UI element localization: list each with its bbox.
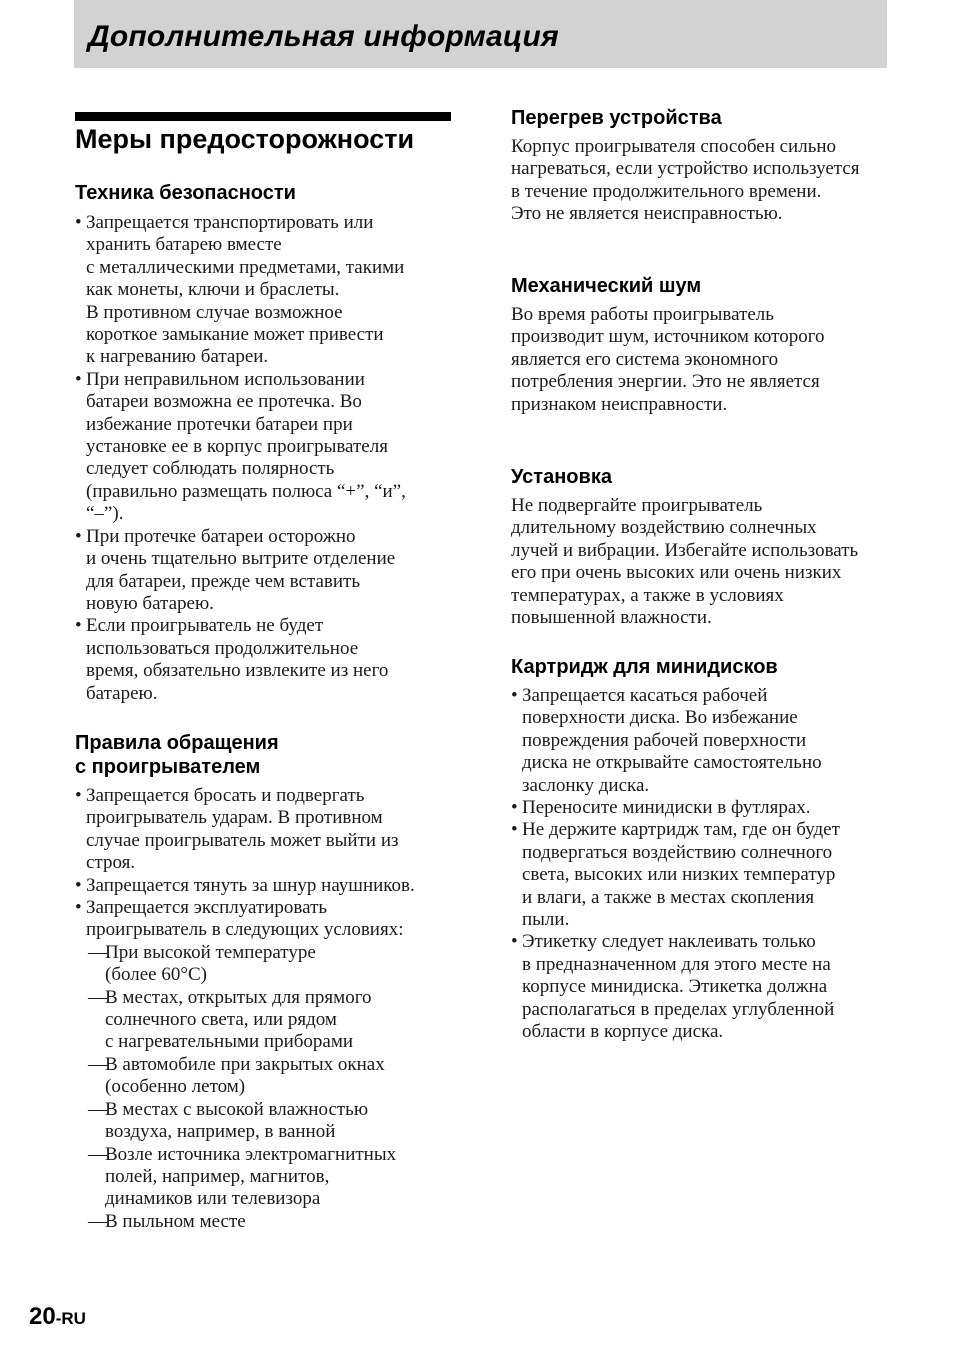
cartridge-list (511, 685, 840, 1044)
page-number (29, 1303, 86, 1331)
text-line: и очень тщательно вытрите отделение (86, 548, 396, 570)
text-line: длительному воздействию солнечных (511, 517, 817, 539)
text-line: — При высокой температуре (105, 941, 316, 963)
list-item (511, 819, 840, 931)
text-line: (более 60°C) (105, 964, 207, 986)
page-number-value: 20 (29, 1303, 56, 1330)
text-line: в течение продолжительного времени. (511, 180, 822, 202)
text-line: и влаги, а также в местах скопления (522, 886, 815, 908)
text-line: в предназначенном для этого месте на (522, 953, 831, 975)
text-line: (особенно летом) (105, 1076, 246, 1098)
text-line: • Этикетку следует наклеивать только (522, 931, 816, 953)
text-line: • Не держите картридж там, где он будет (522, 819, 840, 841)
cartridge-heading: Картридж для минидисков (511, 656, 778, 678)
text-line: пыли. (522, 909, 570, 931)
text-line: случае проигрыватель может выйти из (86, 829, 399, 851)
page-number-suffix: -RU (55, 1309, 86, 1328)
text-line: его при очень высоких или очень низких (511, 562, 842, 584)
section-title: Меры предосторожности (75, 124, 415, 154)
text-line: признаком неисправности. (511, 393, 728, 415)
text-line: нагреваться, если устройство используется (511, 158, 860, 180)
list-item (86, 1099, 415, 1144)
text-line: использоваться продолжительное (86, 637, 359, 659)
text-line: лучей и вибрации. Избегайте использовать (511, 539, 859, 561)
text-line: новую батарею. (86, 592, 214, 614)
install-heading: Установка (511, 466, 612, 488)
overheat-text (511, 136, 860, 226)
text-line: повреждения рабочей поверхности (522, 729, 807, 751)
handling-heading (75, 731, 279, 779)
list-item (75, 369, 406, 526)
text-line: • Переносите минидиски в футлярах. (522, 797, 811, 819)
text-line: следует соблюдать полярность (86, 458, 335, 480)
list-item (511, 797, 840, 819)
text-line: строя. (86, 852, 136, 874)
text-line: подвергаться воздействию солнечного (522, 841, 833, 863)
text-line: — В местах с высокой влажностью (105, 1098, 369, 1120)
text-line: • Если проигрыватель не будет (86, 615, 324, 637)
list-item (86, 942, 415, 987)
text-line: • При неправильном использовании (86, 368, 365, 390)
text-line: области в корпусе диска. (522, 1021, 724, 1043)
text-line: для батареи, прежде чем вставить (86, 570, 361, 592)
safety-list-block (75, 212, 406, 705)
handling-list-block (75, 785, 415, 1233)
noise-heading: Механический шум (511, 275, 702, 297)
text-line: батареи возможна ее протечка. Во (86, 391, 362, 413)
text-line: Это не является неисправностью. (511, 203, 783, 225)
header-title: Дополнительная информация (88, 20, 559, 53)
text-line: проигрыватель ударам. В противном (86, 807, 383, 829)
list-item (75, 897, 415, 942)
text-line: заслонку диска. (522, 774, 650, 796)
overheat-heading: Перегрев устройства (511, 107, 722, 129)
list-item (75, 875, 415, 897)
text-line: хранить батарею вместе (86, 234, 282, 256)
text-line: “–”). (86, 503, 124, 525)
handling-list (75, 785, 415, 942)
safety-list (75, 212, 406, 705)
list-item (511, 931, 840, 1043)
text-line: — Возле источника электромагнитных (105, 1143, 397, 1165)
text-line: Во время работы проигрыватель (511, 304, 774, 325)
text-line: — В местах, открытых для прямого (105, 986, 372, 1008)
text-line: поверхности диска. Во избежание (522, 707, 798, 729)
text-line: полей, например, магнитов, (105, 1165, 330, 1187)
text-line: с нагревательными приборами (105, 1031, 354, 1053)
text-line: время, обязательно извлеките из него (86, 660, 389, 682)
list-item (75, 785, 415, 875)
text-line: • Запрещается эксплуатировать (86, 897, 328, 919)
list-item (86, 987, 415, 1054)
text-line: батарею. (86, 682, 158, 704)
text-line: • Запрещается касаться рабочей (522, 685, 768, 706)
header-band (74, 0, 887, 68)
list-item (511, 685, 840, 797)
noise-text (511, 304, 825, 416)
text-line: (правильно размещать полюса “+”, “и”, (86, 480, 406, 502)
text-line: Корпус проигрывателя способен сильно (511, 136, 837, 157)
text-line: динамиков или телевизора (105, 1188, 321, 1210)
text-line: избежание протечки батареи при (86, 413, 353, 435)
text-line: с металлическими предметами, такими (86, 256, 405, 278)
handling-heading-line: с проигрывателем (75, 756, 261, 778)
text-line: — В пыльном месте (105, 1210, 246, 1232)
text-line: корпусе минидиска. Этикетка должна (522, 976, 828, 998)
text-line: Не подвергайте проигрыватель (511, 495, 763, 516)
list-item (86, 1211, 415, 1233)
text-line: к нагреванию батареи. (86, 346, 269, 368)
text-line: как монеты, ключи и браслеты. (86, 279, 340, 301)
cartridge-list-block (511, 685, 840, 1044)
text-line: установке ее в корпус проигрывателя (86, 436, 388, 458)
text-line: потребления энергии. Это не является (511, 371, 820, 393)
text-line: света, высоких или низких температур (522, 864, 836, 886)
text-line: является его система экономного (511, 348, 779, 370)
section-rule (75, 112, 451, 121)
text-line: повышенной влажности. (511, 607, 712, 629)
text-line: • Запрещается транспортировать или (86, 212, 374, 233)
list-item (75, 212, 406, 369)
text-line: — В автомобиле при закрытых окнах (105, 1053, 385, 1075)
text-line: • Запрещается тянуть за шнур наушников. (86, 874, 415, 896)
list-item (86, 1054, 415, 1099)
text-line: короткое замыкание может привести (86, 324, 384, 346)
list-item (75, 615, 406, 705)
safety-heading: Техника безопасности (75, 182, 296, 204)
text-line: • При протечке батареи осторожно (86, 525, 356, 547)
text-line: диска не открывайте самостоятельно (522, 752, 822, 774)
text-line: В противном случае возможное (86, 301, 343, 323)
text-line: • Запрещается бросать и подвергать (86, 785, 365, 806)
list-item (75, 526, 406, 616)
conditions-list (86, 942, 415, 1233)
text-line: располагаться в пределах углубленной (522, 998, 835, 1020)
text-line: солнечного света, или рядом (105, 1009, 337, 1031)
install-text (511, 495, 858, 629)
text-line: воздуха, например, в ванной (105, 1121, 336, 1143)
text-line: производит шум, источником которого (511, 326, 825, 348)
text-line: температурах, а также в условиях (511, 584, 784, 606)
text-line: проигрыватель в следующих условиях: (86, 919, 404, 941)
handling-heading-line: Правила обращения (75, 732, 279, 754)
list-item (86, 1144, 415, 1211)
